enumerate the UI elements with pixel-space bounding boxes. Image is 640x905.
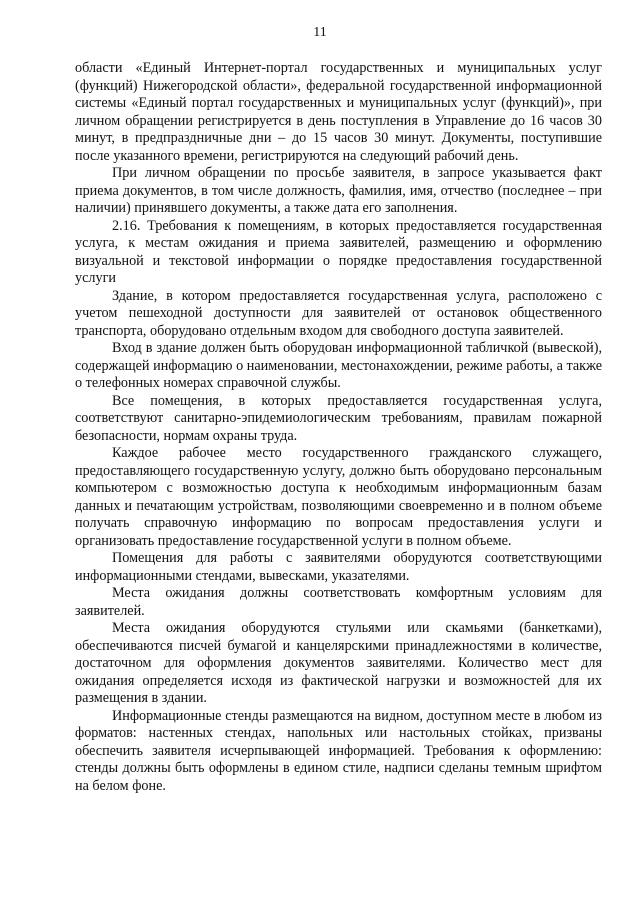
paragraph-stand-formats: Информационные стенды размещаются на видном, доступном месте в любом из форматов: настенных стендах, напольных или настольных стойках, призваны обеспечить заявителя исчерпывающей информацией. Требования к оформлению: стенды должны быть оформлены в едином стиле, надписи сделаны темным шрифтом на белом фоне.	[75, 707, 602, 794]
paragraph-information-stands: Помещения для работы с заявителями оборудуются соответствующими информационными стендами, вывесками, указателями.	[75, 550, 602, 584]
paragraph-waiting-furniture: Места ожидания оборудуются стульями или скамьями (банкетками), обеспечиваются писчей бумагой и канцелярскими принадлежностями в количестве, достаточном для оформления документов заявителями. Количество мест для ожидания определяется исходя из фактической нагрузки и возможностей для их размещения в здании.	[75, 620, 602, 706]
paragraph-workplace-equipment: Каждое рабочее место государственного гражданского служащего, предоставляющего государственную услугу, должно быть оборудовано персональным компьютером с возможностью доступа к необходимым информационным базам данных и печатающим устройствам, позволяющими своевременно и в полном объеме получать справочную информацию по вопросам предоставления услуги и организовать предоставление государственной услуги в полном объеме.	[75, 445, 602, 549]
document-body	[75, 60, 602, 795]
paragraph-entrance-signage: Вход в здание должен быть оборудован информационной табличкой (вывеской), содержащей информацию о наименовании, местонахождении, режиме работы, а также о телефонных номерах справочной службы.	[75, 340, 602, 391]
paragraph-continuation-registration: области «Единый Интернет-портал государственных и муниципальных услуг (функций) Нижегородской области», федеральной государственной информационной системы «Единый портал государственных и муниципальных услуг (функций)», при личном обращении регистрируется в день поступления в Управление до 16 часов 30 минут, в предпраздничные дни – до 15 часов 30 минут. Документы, поступившие после указанного времени, регистрируются на следующий рабочий день.	[75, 60, 602, 164]
paragraph-building-location: Здание, в котором предоставляется государственная услуга, расположено с учетом пешеходной доступности для заявителей от остановок общественного транспорта, оборудовано отдельным входом для свободного доступа заявителей.	[75, 287, 602, 339]
paragraph-premises-requirements: Все помещения, в которых предоставляется государственная услуга, соответствуют санитарно-эпидемиологическим требованиям, правилам пожарной безопасности, нормам охраны труда.	[75, 392, 602, 444]
paragraph-personal-appeal: При личном обращении по просьбе заявителя, в запросе указывается факт приема документов, в том числе должность, фамилия, имя, отчество (последнее – при наличии) принявшего документы, а также дата его заполнения.	[75, 165, 602, 216]
paragraph-waiting-comfort: Места ожидания должны соответствовать комфортным условиям для заявителей.	[75, 585, 602, 619]
paragraph-section-2-16-heading: 2.16. Требования к помещениям, в которых предоставляется государственная услуга, к местам ожидания и приема заявителей, размещению и оформлению визуальной и текстовой информации о порядке предоставления государственной услуги	[75, 217, 602, 286]
page-number: 11	[313, 25, 327, 40]
